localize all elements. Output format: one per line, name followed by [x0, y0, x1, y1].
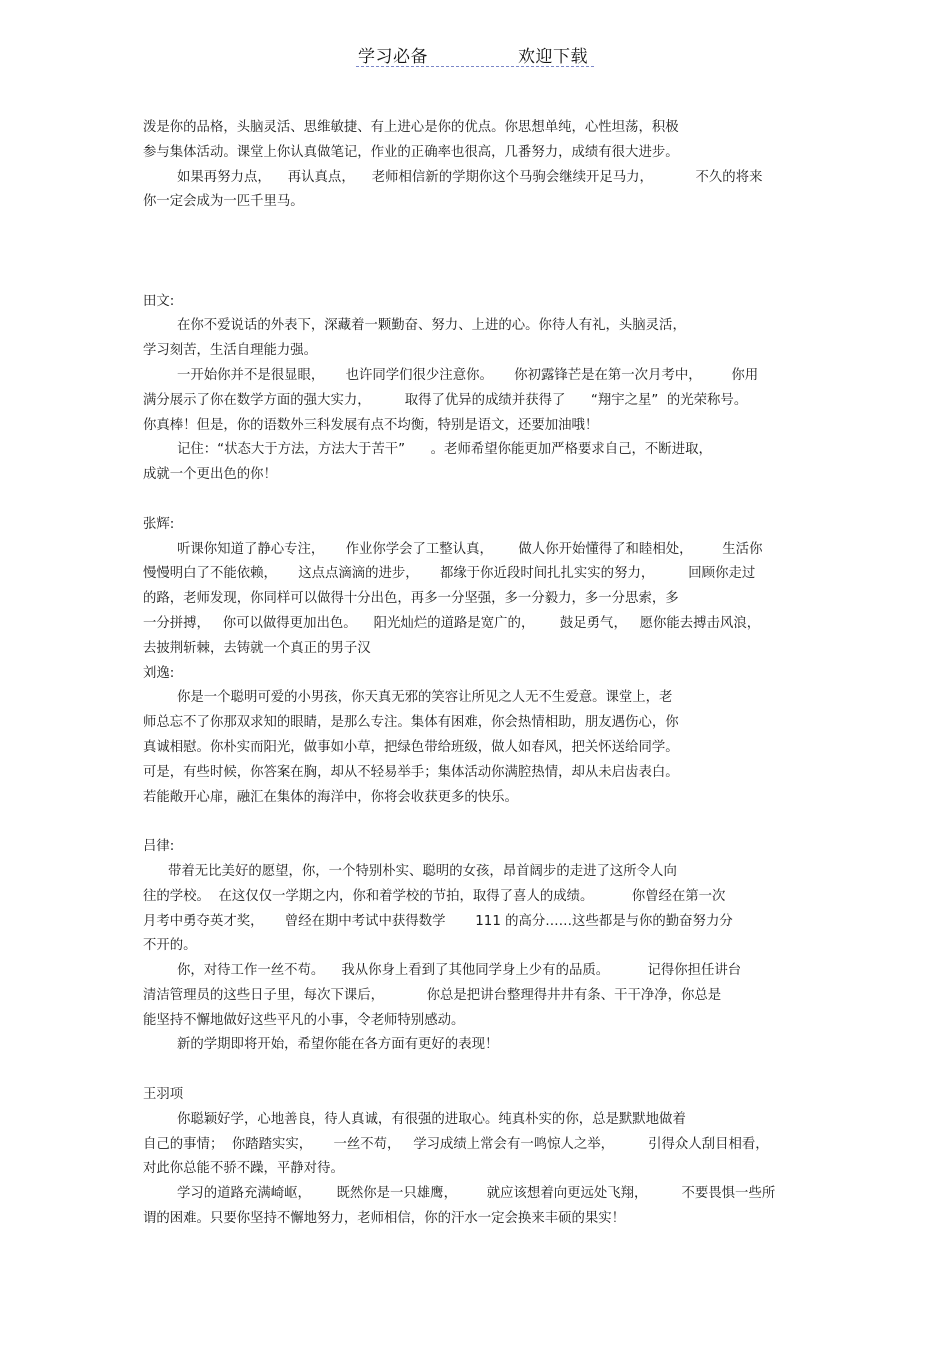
comment-line: 你聪颖好学，心地善良，待人真诚，有很强的进取心。纯真朴实的你，总是默默地做着 [177, 1111, 686, 1127]
intro-line: 参与集体活动。课堂上你认真做笔记，作业的正确率也很高，几番努力，成绩有很大进步。 [143, 144, 679, 160]
comment-line: 师总忘不了你那双求知的眼睛，是那么专注。集体有困难，你会热情相助，朋友遇伤心，你 [143, 715, 679, 731]
comment-line: 新的学期即将开始，希望你能在各方面有更好的表现！ [177, 1037, 499, 1053]
student-name-zhanghui: 张辉: [143, 516, 175, 532]
comment-line: 往的学校。 在这仅仅一学期之内，你和着学校的节拍，取得了喜人的成绩。 你曾经在第一次 [143, 888, 726, 904]
student-name-liuyi: 刘逸: [143, 665, 175, 681]
comment-line: 谓的困难。只要你坚持不懈地努力，老师相信，你的汗水一定会换来丰硕的果实！ [143, 1211, 626, 1227]
comment-line: 可是，有些时候，你答案在胸，却从不轻易举手；集体活动你满腔热情，却从未启齿表白。 [143, 764, 679, 780]
header-left-text: 学习必备 [358, 47, 428, 67]
intro-line: 如果再努力点， 再认真点， 老师相信新的学期你这个马驹会继续开足马力， 不久的将来 [177, 169, 763, 185]
comment-line: 慢慢明白了不能依赖， 这点点滴滴的进步， 都缘于你近段时间扎扎实实的努力， 回顾你走过 [143, 566, 756, 582]
intro-line: 泼是你的品格，头脑灵活、思维敏捷、有上进心是你的优点。你思想单纯，心性坦荡，积极 [143, 120, 679, 135]
comment-line: 听课你知道了静心专注， 作业你学会了工整认真， 做人你开始懂得了和睦相处， 生活你 [177, 541, 763, 557]
comment-line: 你，对待工作一丝不苟。 我从你身上看到了其他同学身上少有的品质。 记得你担任讲台 [177, 963, 742, 979]
student-name-tianwen: 田文: [143, 293, 175, 309]
comment-line: 满分展示了你在数学方面的强大实力， 取得了优异的成绩并获得了 “翔宇之星” 的光荣称号。 [143, 392, 748, 408]
comment-line: 的路，老师发现，你同样可以做得十分出色，再多一分坚强，多一分毅力，多一分思索，多 [143, 591, 679, 607]
comment-line: 月考中勇夺英才奖， 曾经在期中考试中获得数学 111 的高分……这些都是与你的勤奋努力分 [143, 913, 733, 929]
comment-line: 学习的道路充满崎岖， 既然你是一只雄鹰， 就应该想着向更远处飞翔， 不要畏惧一些所 [177, 1186, 776, 1202]
comment-line: 一开始你并不是很显眼， 也许同学们很少注意你。 你初露锋芒是在第一次月考中， 你用 [177, 367, 759, 383]
comment-line: 成就一个更出色的你！ [143, 467, 277, 483]
student-name-lvlv: 吕律: [143, 839, 175, 855]
comment-line: 带着无比美好的愿望，你，一个特别朴实、聪明的女孩，昂首阔步的走进了这所令人向 [168, 863, 677, 879]
comment-line: 对此你总能不骄不躁，平静对待。 [143, 1161, 344, 1177]
comment-line: 你真棒！但是，你的语数外三科发展有点不均衡，特别是语文，还要加油哦！ [143, 417, 599, 433]
page-header [356, 40, 594, 67]
header-right-text: 欢迎下载 [518, 47, 588, 67]
document-body [143, 116, 823, 1232]
comment-line: 在你不爱说话的外表下，深藏着一颗勤奋、努力、上进的心。你待人有礼，头脑灵活， [177, 318, 686, 334]
comment-line: 去披荆斩棘，去铸就一个真正的男子汉 [143, 640, 371, 656]
comment-line: 清洁管理员的这些日子里，每次下课后， 你总是把讲台整理得井井有条、干干净净，你总是 [143, 987, 722, 1003]
comment-line: 真诚相慰。你朴实而阳光，做事如小草，把绿色带给班级，做人如春风，把关怀送给同学。 [143, 739, 679, 755]
comment-line: 若能敞开心扉，融汇在集体的海洋中，你将会收获更多的快乐。 [143, 789, 518, 805]
comment-line: 不开的。 [143, 938, 197, 954]
comment-line: 自己的事情； 你踏踏实实， 一丝不苟， 学习成绩上常会有一鸣惊人之举， 引得众人刮目相看， [143, 1136, 769, 1152]
comment-line: 能坚持不懈地做好这些平凡的小事，令老师特别感动。 [143, 1012, 465, 1028]
comment-line: 你是一个聪明可爱的小男孩，你天真无邪的笑容让所见之人无不生爱意。课堂上，老 [177, 690, 673, 706]
comment-line: 记住：“状态大于方法，方法大于苦干” 。老师希望你能更加严格要求自己，不断进取， [177, 442, 712, 458]
student-name-wangyuxiang: 王羽项 [143, 1087, 184, 1103]
comment-line: 一分拼搏， 你可以做得更加出色。 阳光灿烂的道路是宽广的， 鼓足勇气， 愿你能去搏击风浪， [143, 615, 761, 631]
intro-line: 你一定会成为一匹千里马。 [143, 194, 304, 210]
comment-line: 学习刻苦，生活自理能力强。 [143, 343, 318, 359]
